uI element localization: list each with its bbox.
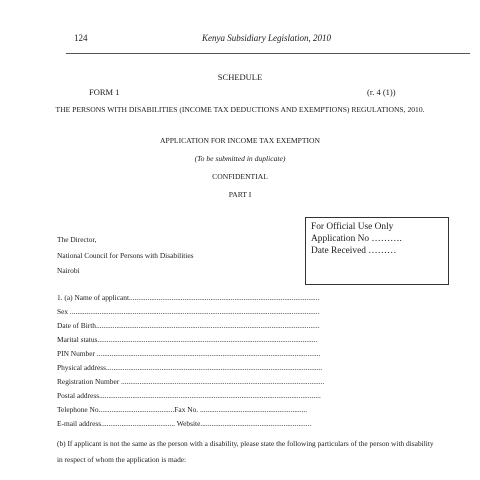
- header-rule: [66, 53, 470, 54]
- official-use-box: [305, 217, 449, 285]
- form-reference: (r. 4 (1)): [367, 87, 396, 97]
- field-sex[interactable]: Sex .......................................................................................................................................: [57, 307, 320, 316]
- addressee-organisation: National Council for Persons with Disabilities: [57, 251, 194, 260]
- application-no-field: Application No ……….: [311, 234, 402, 244]
- official-use-title: For Official Use Only: [311, 222, 394, 232]
- field-applicant-name[interactable]: 1. (a) Name of applicant.......................................................................................................: [57, 293, 320, 302]
- application-title: APPLICATION FOR INCOME TAX EXEMPTION: [160, 136, 320, 145]
- field-date-of-birth[interactable]: Date of Birth.........................................................................................................................: [57, 321, 320, 330]
- field-telephone-fax[interactable]: Telephone No.........................................Fax No. ..........................................................: [57, 405, 308, 414]
- running-title: Kenya Subsidiary Legislation, 2010: [202, 33, 331, 43]
- field-postal-address[interactable]: Postal address........................................................................................................................: [57, 391, 321, 400]
- field-pin-number[interactable]: PIN Number .........................................................................................................................: [57, 349, 321, 358]
- addressee-city: Nairobi: [57, 266, 80, 275]
- field-email-website[interactable]: E-mail address........................................ Website............................................................: [57, 419, 312, 428]
- field-physical-address[interactable]: Physical address.....................................................................................................................: [57, 363, 323, 372]
- addressee-title: The Director,: [57, 235, 97, 244]
- paragraph-b: (b) If applicant is not the same as the person with a disability, please state the following particulars of the person with disability in respect of whom the application is made:: [57, 439, 434, 464]
- regulations-title: THE PERSONS WITH DISABILITIES (INCOME TAX DEDUCTIONS AND EXEMPTIONS) REGULATIONS, 2010.: [55, 105, 425, 114]
- form-label: FORM 1: [89, 87, 120, 97]
- field-registration-number[interactable]: Registration Number ..............................................................................................................: [57, 377, 325, 386]
- field-marital-status[interactable]: Marital status.......................................................................................................................: [57, 335, 318, 344]
- date-received-field: Date Received ………: [311, 246, 397, 256]
- duplicate-note: (To be submitted in duplicate): [194, 154, 286, 163]
- page-number: 124: [74, 33, 88, 43]
- schedule-heading: SCHEDULE: [217, 72, 263, 82]
- confidential-label: CONFIDENTIAL: [212, 172, 268, 181]
- part-label: PART I: [228, 190, 252, 199]
